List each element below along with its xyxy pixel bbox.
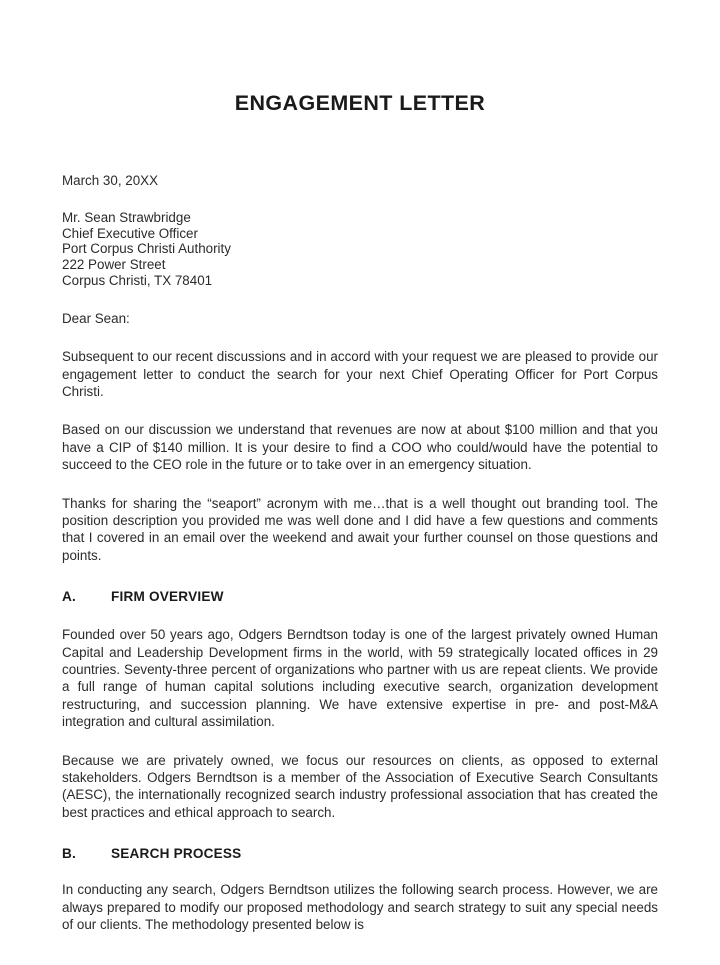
page-title: ENGAGEMENT LETTER	[234, 91, 486, 115]
recipient-organization: Port Corpus Christi Authority	[62, 241, 231, 257]
search-process-paragraph-1: In conducting any search, Odgers Berndtson utilizes the following search process. However, we are always prepared to modify our proposed methodology and search strategy to suit any special needs of our clients. The methodology presented below is	[62, 882, 658, 933]
section-letter-a: A.	[62, 589, 76, 605]
firm-overview-paragraph-2: Because we are privately owned, we focus our resources on clients, as opposed to external stakeholders. Odgers Berndtson is a member of the Association of Executive Search Consultants (AESC), the internationally recognized search industry professional association that has created the best practices and ethical approach to search.	[62, 752, 658, 820]
section-label-search-process: SEARCH PROCESS	[111, 846, 242, 862]
salutation: Dear Sean:	[62, 311, 130, 327]
section-letter-b: B.	[62, 846, 76, 862]
section-heading-firm-overview	[62, 564, 658, 605]
recipient-job-title: Chief Executive Officer	[62, 225, 198, 241]
section-label-firm-overview: FIRM OVERVIEW	[111, 589, 224, 605]
recipient-address-block	[62, 189, 658, 290]
intro-paragraph-1: Subsequent to our recent discussions and in accord with your request we are pleased to provide our engagement letter to conduct the search for your next Chief Operating Officer for Port Corpus Christi.	[62, 349, 658, 399]
recipient-name: Mr. Sean Strawbridge	[62, 209, 191, 225]
section-heading-search-process	[62, 821, 658, 862]
intro-paragraph-2: Based on our discussion we understand that revenues are now at about $100 million and that you have a CIP of $140 million. It is your desire to find a COO who could/would have the potential to succeed to the CEO role in the future or to take over in an emergency situation.	[62, 422, 658, 473]
intro-paragraph-3: Thanks for sharing the “seaport” acronym with me…that is a well thought out branding tool. The position description you provided me was well done and I did have a few questions and comments that I covered in an email over the weekend and await your further counsel on those questions and points.	[62, 495, 658, 563]
firm-overview-paragraph-1: Founded over 50 years ago, Odgers Berndtson today is one of the largest privately owned Human Capital and Leadership Development firms in the world, with 59 strategically located offices in 29 countries. Seventy-three percent of organizations who partner with us are repeat clients. We provide a full range of human capital solutions including executive search, organization development restructuring, and succession planning. We have extensive expertise in pre- and post-M&A integration and cultural assimilation.	[62, 627, 658, 730]
letter-date: March 30, 20XX	[62, 172, 159, 188]
recipient-city-state-zip: Corpus Christi, TX 78401	[62, 273, 213, 289]
recipient-street: 222 Power Street	[62, 257, 166, 273]
